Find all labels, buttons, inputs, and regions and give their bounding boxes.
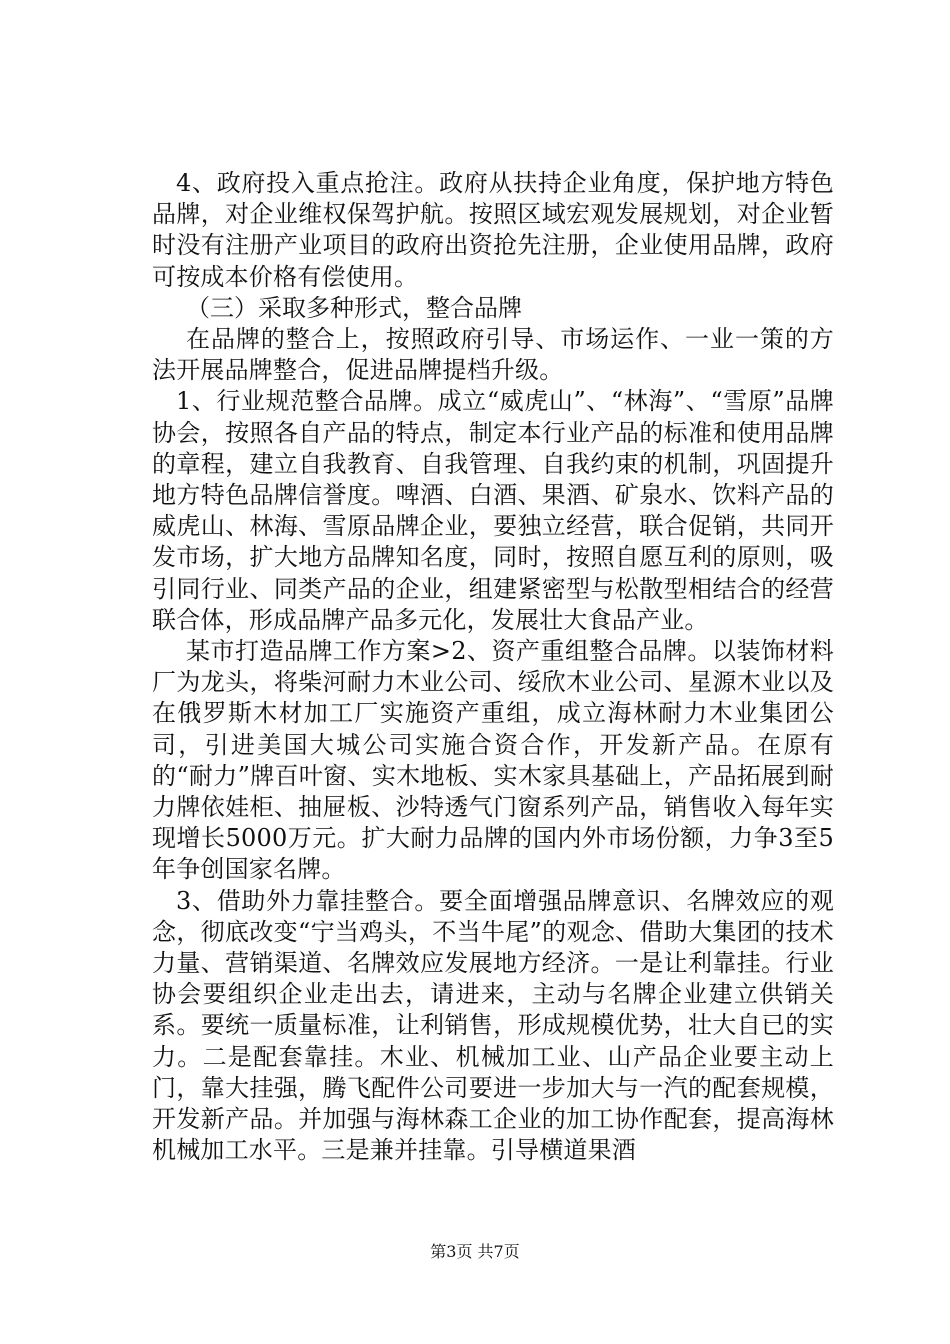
- section-heading-3: （三）采取多种形式，整合品牌: [186, 293, 522, 322]
- paragraph-4-government-registration: 4、政府投入重点抢注。政府从扶持企业角度，保护地方特色品牌，对企业维权保驾护航。按照区域宏观发展规划，对企业暂时没有注册产业项目的政府出资抢先注册，企业使用品牌，政府可按成本价格有偿使用。: [152, 169, 834, 291]
- document-body: [152, 168, 834, 1167]
- paragraph-3-external-affiliation: 3、借助外力靠挂整合。要全面增强品牌意识、名牌效应的观念，彻底改变“宁当鸡头，不当牛尾”的观念、借助大集团的技术力量、营销渠道、名牌效应发展地方经济。一是让利靠挂。行业协会要组织企业走出去，请进来，主动与名牌企业建立供销关系。要统一质量标准，让利销售，形成规模优势，壮大自已的实力。二是配套靠挂。木业、机械加工业、山产品企业要主动上门，靠大挂强，腾飞配件公司要进一步加大与一汽的配套规模，开发新产品。并加强与海林森工企业的加工协作配套，提高海林机械加工水平。三是兼并挂靠。引导横道果酒: [152, 886, 834, 1165]
- paragraph-2-asset-restructuring: 某市打造品牌工作方案>2、资产重组整合品牌。以装饰材料厂为龙头，将柴河耐力木业公司、绥欣木业公司、星源木业以及在俄罗斯木材加工厂实施资产重组，成立海林耐力木业集团公司，引进美国大城公司实施合资合作，开发新产品。在原有的“耐力”牌百叶窗、实木地板、实木家具基础上，产品拓展到耐力牌依娃柜、抽屉板、沙特透气门窗系列产品，销售收入每年实现增长5000万元。扩大耐力品牌的国内外市场份额，力争3至5年争创国家名牌。: [152, 637, 834, 884]
- page-footer: 第3页 共7页: [430, 1242, 520, 1261]
- paragraph-1-industry-standard: 1、行业规范整合品牌。成立“威虎山”、“林海”、“雪原”品牌协会，按照各自产品的特点，制定本行业产品的标准和使用品牌的章程，建立自我教育、自我管理、自我约束的机制，巩固提升地方特色品牌信誉度。啤酒、白酒、果酒、矿泉水、饮料产品的威虎山、林海、雪原品牌企业，要独立经营，联合促销，共同开发市场，扩大地方品牌知名度，同时，按照自愿互利的原则，吸引同行业、同类产品的企业，组建紧密型与松散型相结合的经营联合体，形成品牌产品多元化，发展壮大食品产业。: [152, 387, 834, 634]
- paragraph-brand-integration-intro: 在品牌的整合上，按照政府引导、市场运作、一业一策的方法开展品牌整合，促进品牌提档升级。: [152, 325, 834, 385]
